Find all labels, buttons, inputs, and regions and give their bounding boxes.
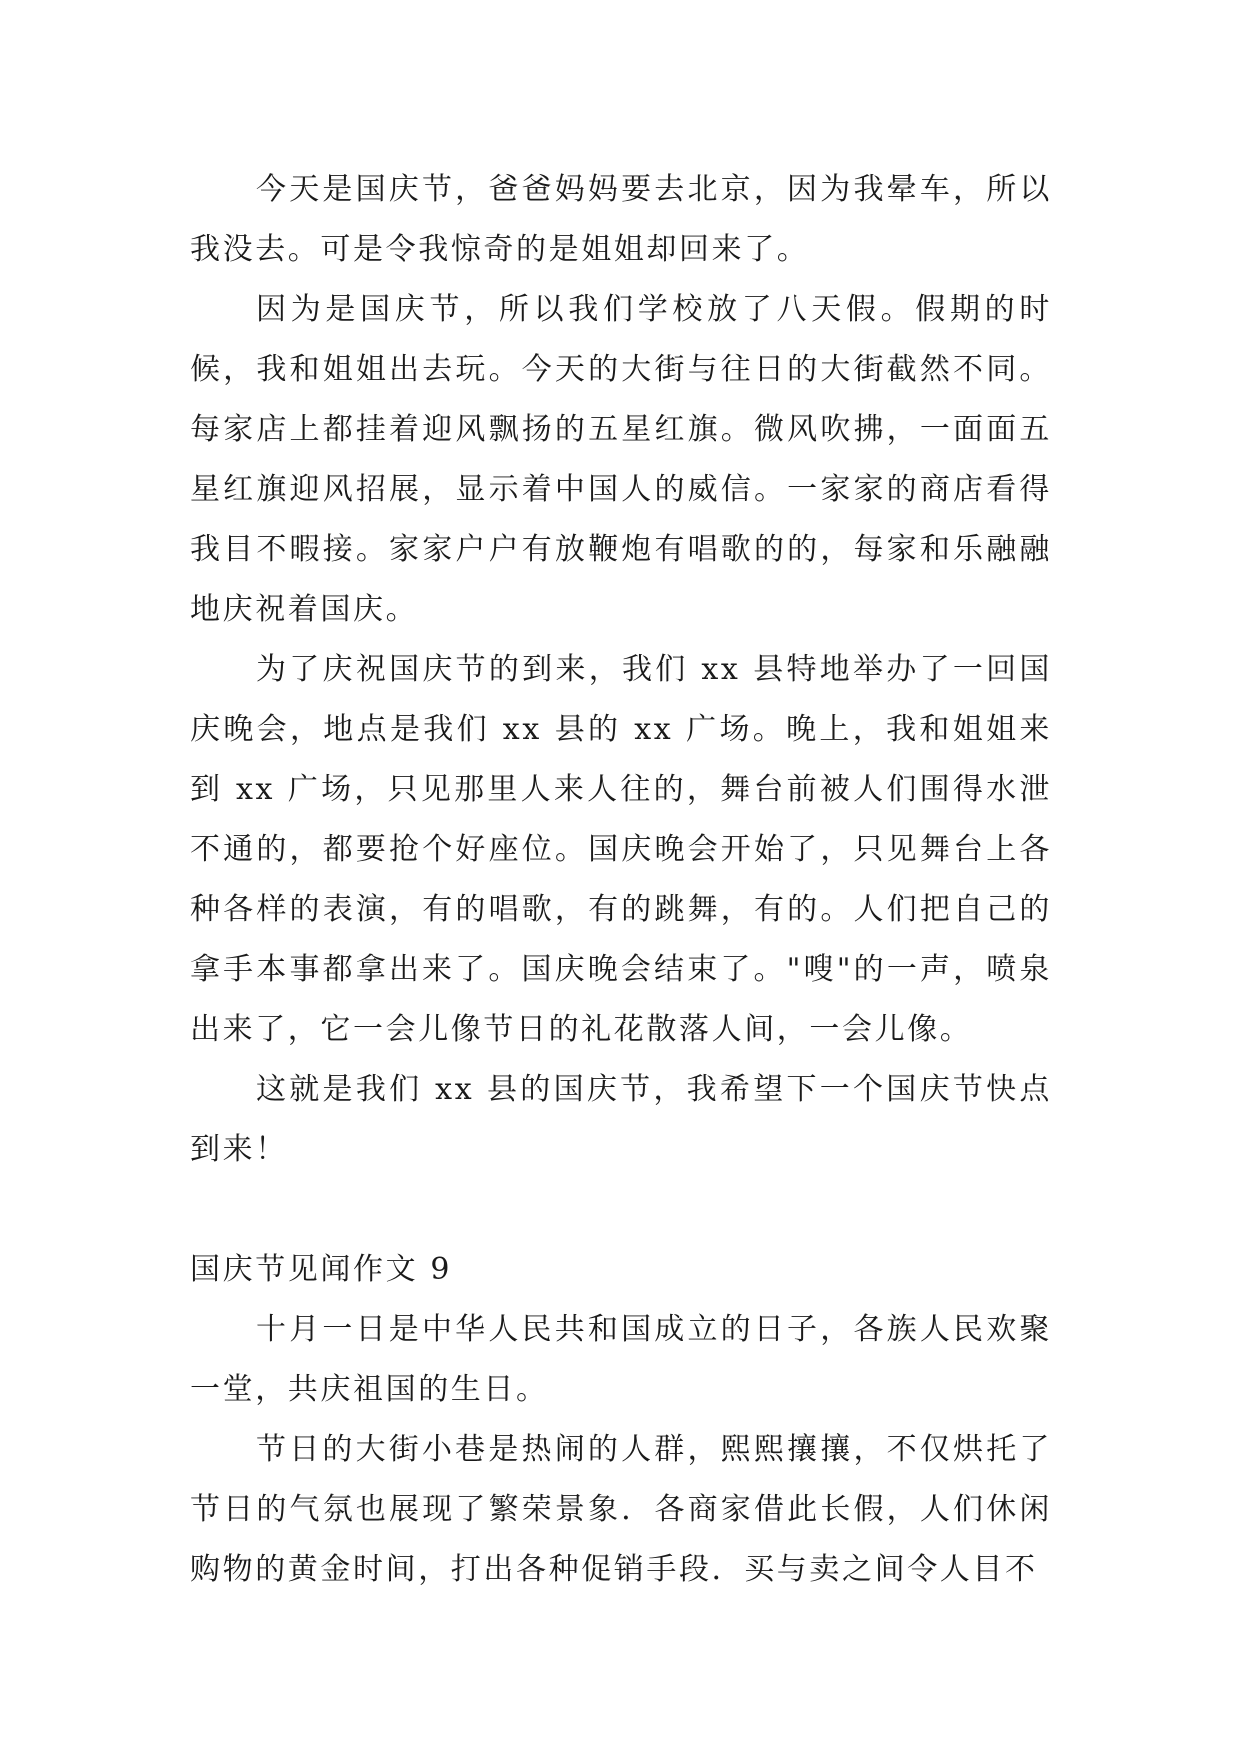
paragraph-4: 这就是我们 xx 县的国庆节，我希望下一个国庆节快点到来！ <box>190 1072 1052 1167</box>
paragraph-1: 今天是国庆节，爸爸妈妈要去北京，因为我晕车，所以我没去。可是令我惊奇的是姐姐却回来了。 <box>190 172 1052 267</box>
document-body <box>190 160 1052 1600</box>
paragraph-6: 节日的大街小巷是热闹的人群，熙熙攘攘，不仅烘托了节日的气氛也展现了繁荣景象．各商家借此长假，人们休闲购物的黄金时间，打出各种促销手段．买与卖之间令人目不 <box>190 1432 1052 1587</box>
paragraph-3: 为了庆祝国庆节的到来，我们 xx 县特地举办了一回国庆晚会，地点是我们 xx 县的 xx 广场。晚上，我和姐姐来到 xx 广场，只见那里人来人往的，舞台前被人们围得水泄不通的，都要抢个好座位。国庆晚会开始了，只见舞台上各种各样的表演，有的唱歌，有的跳舞，有的。人们把自己的拿手本事都拿出来了。国庆晚会结束了。"嗖"的一声，喷泉出来了，它一会儿像节日的礼花散落人间，一会儿像。 <box>190 652 1052 1047</box>
paragraph-2: 因为是国庆节，所以我们学校放了八天假。假期的时候，我和姐姐出去玩。今天的大街与往日的大街截然不同。每家店上都挂着迎风飘扬的五星红旗。微风吹拂，一面面五星红旗迎风招展，显示着中国人的威信。一家家的商店看得我目不暇接。家家户户有放鞭炮有唱歌的的，每家和乐融融地庆祝着国庆。 <box>190 292 1052 627</box>
paragraph-5: 十月一日是中华人民共和国成立的日子，各族人民欢聚一堂，共庆祖国的生日。 <box>190 1312 1052 1407</box>
section-title: 国庆节见闻作文 9 <box>190 1252 453 1287</box>
